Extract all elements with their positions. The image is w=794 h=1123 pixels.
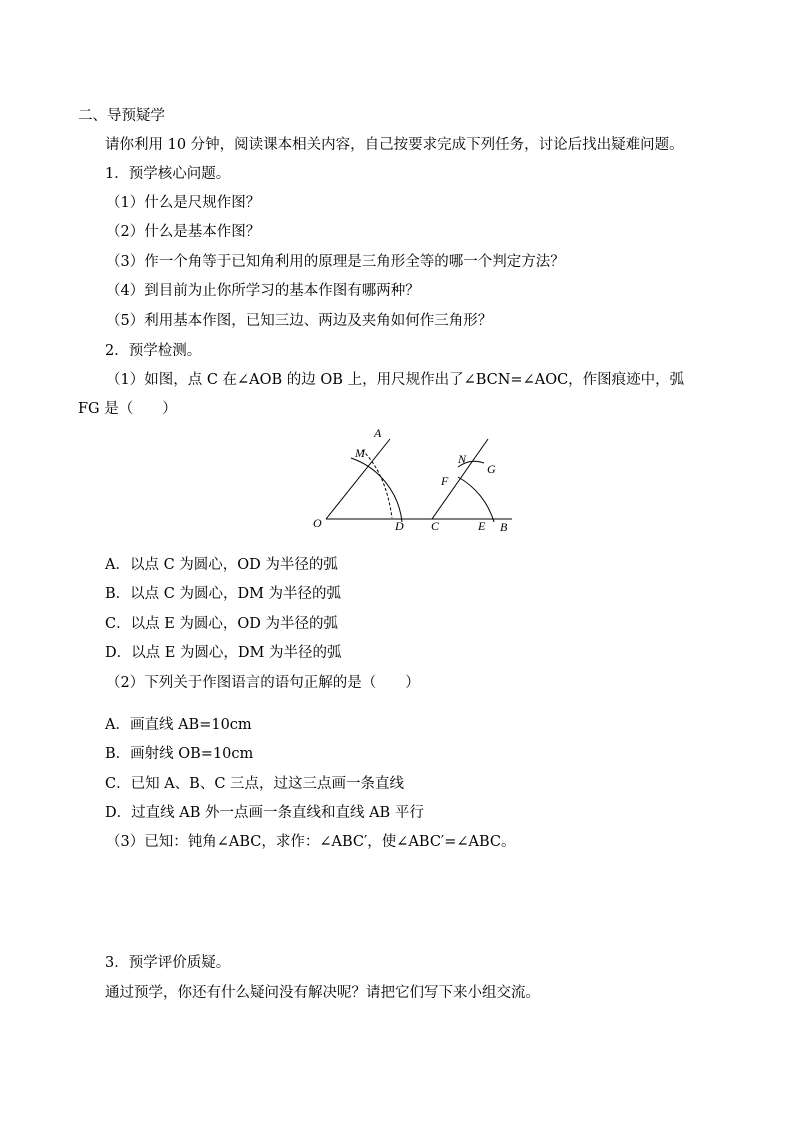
section-intro: 请你利用 10 分钟，阅读课本相关内容，自己按要求完成下列任务，讨论后找出疑难问题。 [105,137,684,153]
geometry-figure [310,425,520,537]
question-1-1: （1）什么是尺规作图？ [106,195,261,211]
q1-stem-line2: FG 是（ ） [78,401,177,417]
q2-option-d: D．过直线 AB 外一点画一条直线和直线 AB 平行 [105,805,424,821]
part3-text: 通过预学，你还有什么疑问没有解决呢？请把它们写下来小组交流。 [105,985,540,1001]
q1-stem-line1: （1）如图，点 C 在∠AOB 的边 OB 上，用尺规作出了∠BCN=∠AOC，作图痕迹中，弧 [106,372,685,388]
q2-option-b: B．画射线 OB=10cm [105,746,254,762]
q1-option-a: A．以点 C 为圆心，OD 为半径的弧 [105,557,338,573]
part2-title: 2．预学检测。 [105,343,202,359]
q1-option-d: D．以点 E 为圆心，DM 为半径的弧 [105,645,342,661]
label-c: C [431,519,440,533]
label-a: A [374,426,382,440]
question-1-5: （5）利用基本作图，已知三边、两边及夹角如何作三角形？ [106,313,493,329]
arc-fe [458,477,494,522]
label-b: B [500,520,508,534]
question-1-3: （3）作一个角等于已知角利用的原理是三角形全等的哪一个判定方法？ [106,254,565,270]
q2-option-a: A．画直线 AB=10cm [105,717,252,733]
q2-option-c: C．已知 A、B、C 三点，过这三点画一条直线 [105,776,405,792]
label-m: M [355,446,365,460]
section-title: 二、导预疑学 [78,108,165,124]
label-o: O [313,516,322,530]
part1-title: 1．预学核心问题。 [105,166,231,182]
q3-stem: （3）已知：钝角∠ABC，求作：∠ABC′，使∠ABC′=∠ABC。 [106,834,516,850]
label-g: G [487,462,496,476]
part3-title: 3．预学评价质疑。 [105,955,231,971]
question-1-2: （2）什么是基本作图？ [106,224,261,240]
arc-md [351,458,402,522]
label-n: N [458,452,467,466]
label-d: D [395,519,404,533]
q1-option-c: C．以点 E 为圆心，OD 为半径的弧 [105,616,339,632]
question-1-4: （4）到目前为止你所学习的基本作图有哪两种？ [106,283,420,299]
q1-option-b: B．以点 C 为圆心，DM 为半径的弧 [105,586,342,602]
q2-stem: （2）下列关于作图语言的语句正解的是（ ） [106,675,420,691]
label-e: E [478,519,486,533]
label-f: F [441,474,449,488]
